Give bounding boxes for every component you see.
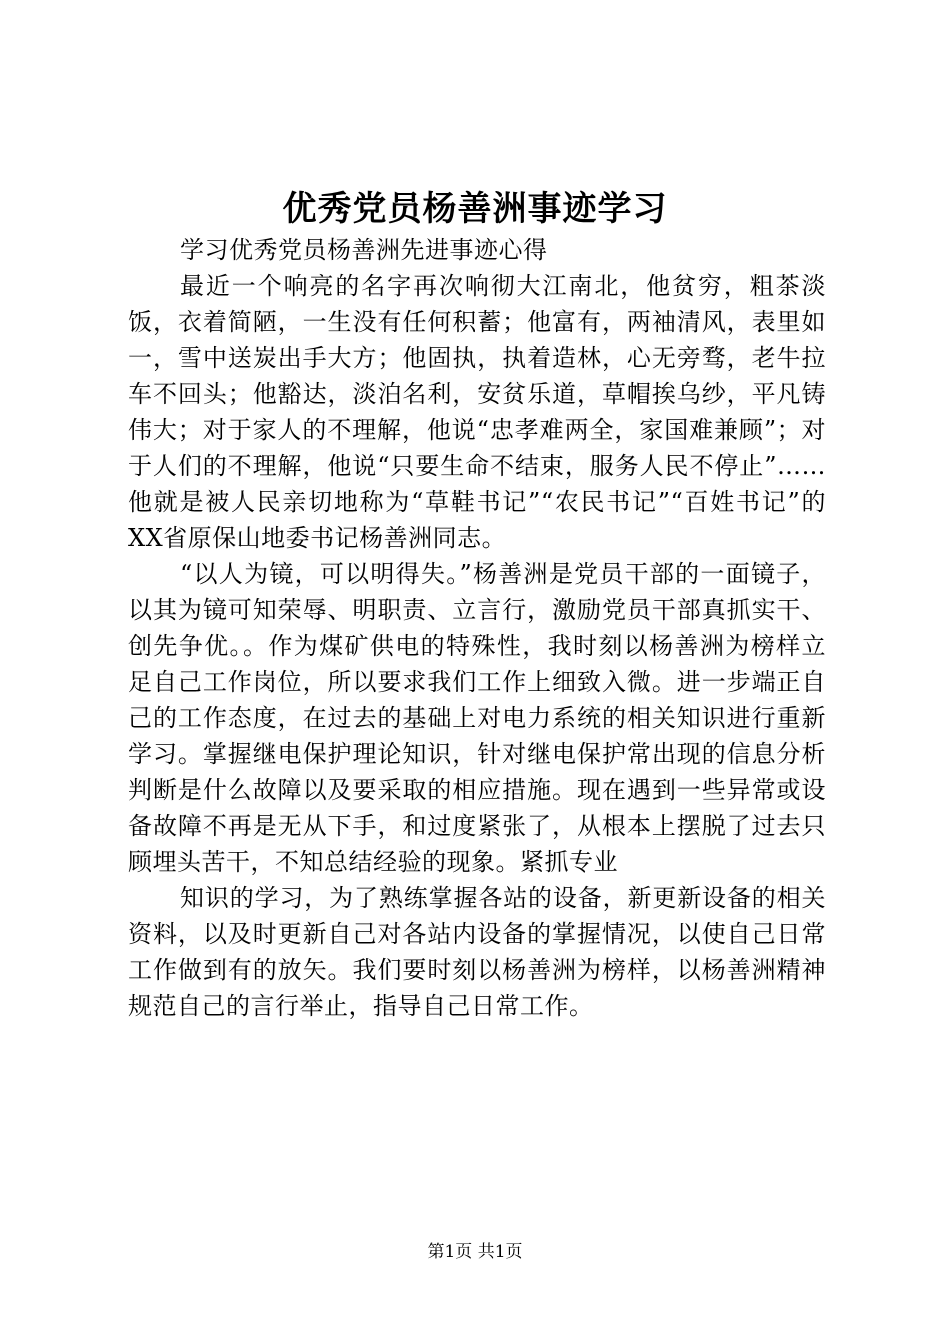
subtitle-paragraph: 学习优秀党员杨善洲先进事迹心得 <box>180 236 548 264</box>
body-paragraph-1: 最近一个响亮的名字再次响彻大江南北，他贫穷，粗茶淡饭，衣着简陋，一生没有任何积蓄；他富有，两袖清风，表里如一，雪中送炭出手大方；他固执，执着造林，心无旁骛，老牛拉车不回头；他豁达，淡泊名利，安贫乐道，草帽挨乌纱，平凡铸伟大；对于家人的不理解，他说“忠孝难两全，家国难兼顾”；对于人们的不理解，他说“只要生命不结束，服务人民不停止”……他就是被人民亲切地称为“草鞋书记”“农民书记”“百姓书记”的XX省原保山地委书记杨善洲同志。 <box>128 272 826 552</box>
body-paragraph-3: 知识的学习，为了熟练掌握各站的设备，新更新设备的相关资料，以及时更新自己对各站内设备的掌握情况，以使自己日常工作做到有的放矢。我们要时刻以杨善洲为榜样，以杨善洲精神规范自己的言行举止，指导自己日常工作。 <box>128 884 826 1020</box>
body-paragraph-2: “以人为镜，可以明得失。”杨善洲是党员干部的一面镜子，以其为镜可知荣辱、明职责、立言行，激励党员干部真抓实干、创先争优。。作为煤矿供电的特殊性，我时刻以杨善洲为榜样立足自己工作岗位，所以要求我们工作上细致入微。进一步端正自己的工作态度，在过去的基础上对电力系统的相关知识进行重新学习。掌握继电保护理论知识，针对继电保护常出现的信息分析判断是什么故障以及要采取的相应措施。现在遇到一些异常或设备故障不再是无从下手，和过度紧张了，从根本上摆脱了过去只顾埋头苦干，不知总结经验的现象。紧抓专业 <box>128 560 826 876</box>
document-body <box>128 232 826 1024</box>
page-number-footer: 第1页 共1页 <box>427 1242 523 1262</box>
document-title: 优秀党员杨善洲事迹学习 <box>282 189 668 229</box>
